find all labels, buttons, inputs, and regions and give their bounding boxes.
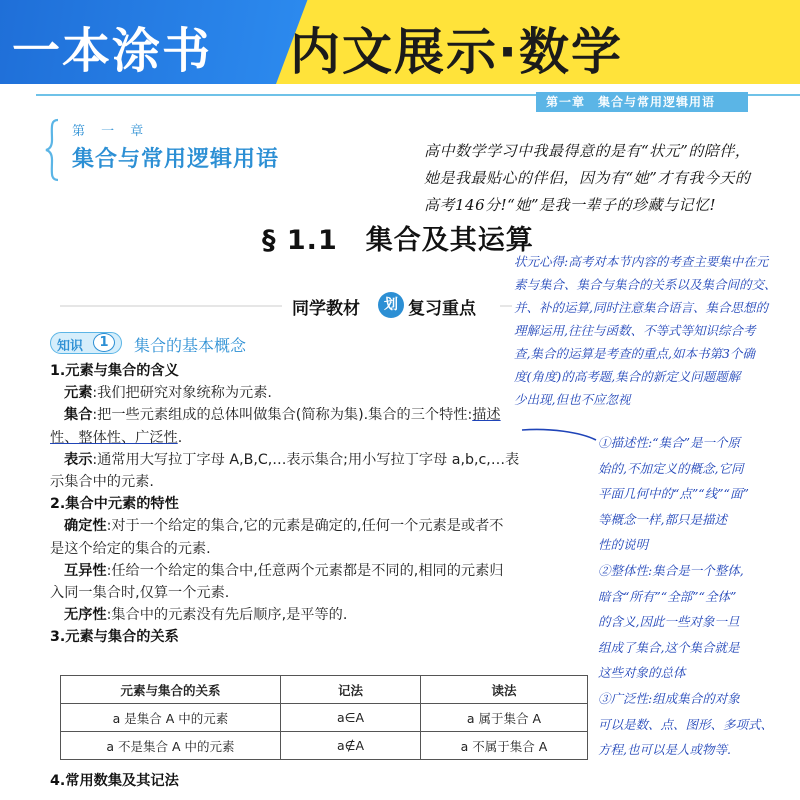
showcase-title: 内文展示·数学	[290, 23, 623, 81]
table-header-row	[61, 676, 588, 704]
paragraph-notation-cont: 示集合中的元素.	[50, 474, 154, 491]
table-cell: a 不属于集合 A	[421, 732, 588, 760]
text-distinct: :任给一个给定的集合中,任意两个元素都是不同的,相同的元素归	[106, 562, 504, 579]
handwritten-line: 等概念一样,都只是描述	[598, 511, 727, 527]
text-element: :我们把研究对象统称为元素.	[92, 385, 272, 402]
handwritten-note-side	[598, 430, 790, 763]
review-header-right: 复习重点	[408, 299, 476, 319]
paragraph-element	[50, 382, 610, 404]
term-notation: 表示	[64, 451, 93, 468]
paragraph-definite	[50, 515, 610, 537]
heading-number-sets: 4.常用数集及其记法	[50, 773, 179, 788]
table-row	[61, 732, 588, 760]
set-traits: 性、整体性、广泛性	[50, 429, 178, 446]
paragraph-unordered	[50, 604, 610, 626]
handwritten-line: 并、补的运算,同时注意集合语言、集合思想的	[514, 300, 768, 315]
paragraph-distinct-cont: 入同一集合时,仅算一个元素.	[50, 585, 230, 602]
set-traits-end: .	[177, 429, 183, 446]
table-row	[61, 704, 588, 732]
section-title: § 1.1 集合及其运算	[262, 225, 534, 256]
handwritten-line: 她是我最贴心的伴侣，因为有“她”才有我今天的	[424, 169, 751, 187]
heading-element-set-meaning: 1.元素与集合的含义	[50, 363, 179, 379]
table-header: 读法	[421, 676, 588, 704]
arrow-icon	[520, 426, 600, 450]
handwritten-line: 平面几何中的“点”“线”“面”	[598, 486, 749, 502]
banner	[0, 0, 800, 84]
paragraph-definite-cont: 是这个给定的集合的元素.	[50, 540, 211, 557]
text-set: :把一些元素组成的总体叫做集合(简称为集).集合的三个特性:	[92, 407, 473, 424]
review-header-left: 同学教材	[292, 299, 360, 319]
handwritten-line: 高中数学学习中我最得意的是有“状元”的陪伴，	[424, 142, 751, 160]
chapter-running-header: 第一章 集合与常用逻辑用语	[536, 92, 748, 112]
chapter-number: 第 一 章	[72, 124, 150, 139]
knowledge-tag-number: 1	[93, 333, 115, 352]
term-set: 集合	[64, 407, 93, 424]
handwritten-line: 理解运用,往往与函数、不等式等知识综合考	[514, 323, 756, 338]
handwritten-line: 度(角度)的高考题,集合的新定义问题题解	[514, 369, 741, 384]
chapter-title: 集合与常用逻辑用语	[72, 147, 280, 172]
table-header: 元素与集合的关系	[61, 676, 281, 704]
term-distinct: 互异性	[64, 562, 107, 579]
brand-title: 一本涂书	[12, 23, 213, 79]
handwritten-line: 高考146分!“她”是我一辈子的珍藏与记忆!	[424, 196, 717, 214]
set-traits-start: 描述	[472, 407, 501, 424]
knowledge-title: 集合的基本概念	[134, 336, 247, 355]
handwritten-line: 少出现,但也不应忽视	[514, 392, 631, 407]
text-definite: :对于一个给定的集合,它的元素是确定的,任何一个元素是或者不	[106, 518, 504, 535]
term-unordered: 无序性	[64, 607, 107, 624]
handwritten-line: 性的说明	[598, 537, 649, 553]
handwritten-line: ③广泛性:组成集合的对象	[598, 690, 740, 706]
handwritten-line: 可以是数、点、图形、多项式、	[598, 716, 774, 732]
term-definite: 确定性	[64, 518, 107, 535]
review-rule-right	[500, 305, 512, 307]
table-cell: a∈A	[281, 704, 421, 732]
handwritten-line: 暗含“所有”“全部”“全体”	[598, 588, 737, 604]
heading-element-set-relation: 3.元素与集合的关系	[50, 629, 179, 646]
paragraph-set	[50, 404, 610, 426]
table-cell: a∉A	[281, 732, 421, 760]
text-notation: :通常用大写拉丁字母 A,B,C,…表示集合;用小写拉丁字母 a,b,c,…表	[92, 451, 520, 468]
review-rule-left	[60, 305, 282, 307]
table-cell: a 不是集合 A 中的元素	[61, 732, 281, 760]
review-header-badge: 划	[378, 292, 404, 318]
handwritten-note-top	[424, 138, 784, 219]
table-cell: a 属于集合 A	[421, 704, 588, 732]
heading-element-properties: 2.集合中元素的特性	[50, 496, 179, 513]
paragraph-distinct	[50, 560, 610, 582]
body-text	[50, 360, 610, 649]
text-unordered: :集合中的元素没有先后顺序,是平等的.	[106, 607, 348, 624]
handwritten-line: 这些对象的总体	[598, 665, 686, 681]
handwritten-line: 查,集合的运算是考查的重点,如本书第3个确	[514, 346, 755, 361]
handwritten-line: 组成了集合,这个集合就是	[598, 639, 740, 655]
table-cell: a 是集合 A 中的元素	[61, 704, 281, 732]
handwritten-line: 方程,也可以是人或物等.	[598, 742, 731, 758]
table-header: 记法	[281, 676, 421, 704]
term-element: 元素	[64, 385, 93, 402]
knowledge-tag-label: 知识	[57, 339, 84, 354]
handwritten-line: 素与集合、集合与集合的关系以及集合间的交、	[514, 277, 777, 292]
handwritten-line: ②整体性:集合是一个整体,	[598, 562, 744, 578]
paragraph-notation	[50, 449, 610, 471]
relation-table	[60, 675, 588, 760]
handwritten-line: 状元心得:高考对本节内容的考查主要集中在元	[514, 254, 769, 269]
handwritten-line: ①描述性:“集合”是一个原	[598, 435, 740, 450]
knowledge-tag	[50, 332, 122, 354]
brace-icon	[44, 118, 62, 182]
handwritten-line: 始的,不加定义的概念,它同	[598, 460, 744, 476]
handwritten-line: 的含义,因此一些对象一旦	[598, 614, 740, 630]
